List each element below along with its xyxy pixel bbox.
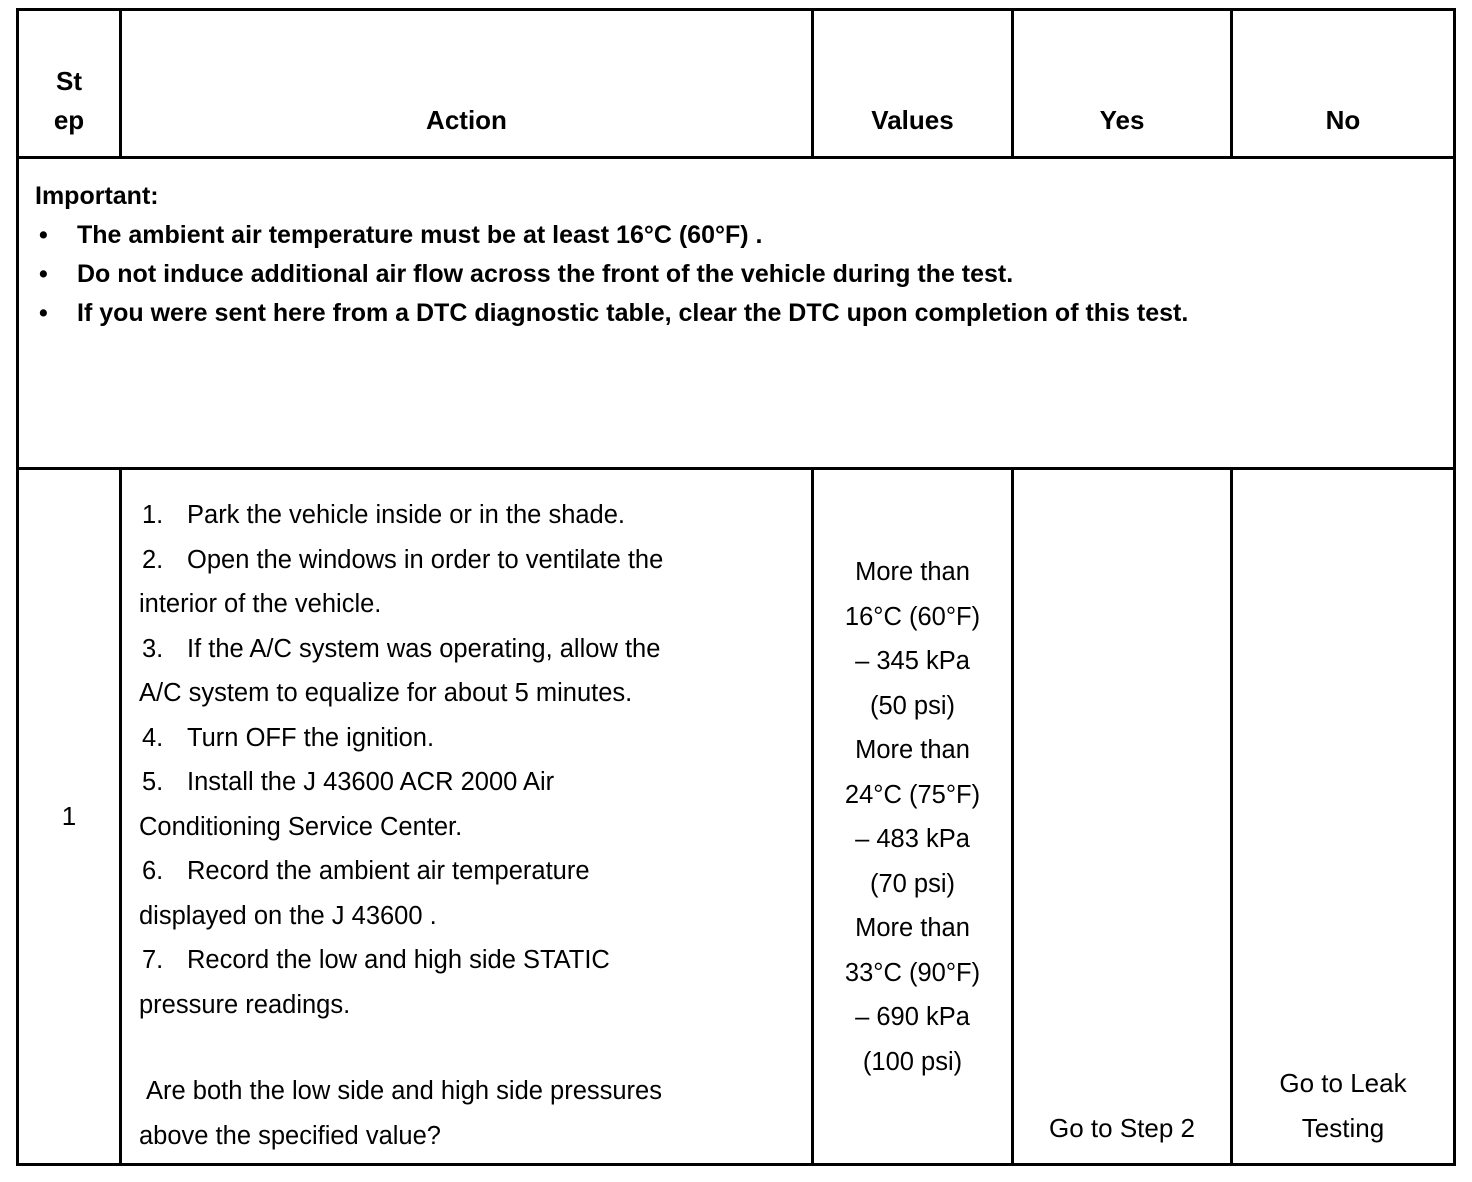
action-item — [139, 760, 795, 849]
question-line2: above the specified value? — [139, 1121, 441, 1150]
action-text: Open the windows in order to ventilate the — [187, 545, 664, 574]
action-number: 6. — [142, 857, 164, 885]
important-note — [18, 158, 1455, 469]
action-text: Park the vehicle inside or in the shade. — [187, 501, 626, 529]
action-item — [139, 538, 795, 627]
action-text-continued: pressure readings. — [139, 990, 351, 1019]
value-line: – 483 kPa — [855, 825, 970, 853]
step-question — [139, 1069, 795, 1158]
action-text: If the A/C system was operating, allow the — [187, 634, 661, 663]
important-list — [35, 216, 1437, 333]
important-bullet-text: Do not induce additional air flow across the front of the vehicle during the test. — [77, 260, 1014, 288]
value-line: – 345 kPa — [855, 647, 970, 675]
diagnostic-table — [16, 8, 1456, 1166]
no-column-header: No — [1232, 10, 1455, 158]
action-text: Record the ambient air temperature — [187, 857, 590, 885]
action-item — [139, 849, 795, 938]
action-number: 3. — [142, 634, 164, 663]
yes-column-header: Yes — [1013, 10, 1232, 158]
value-line: 24°C (75°F) — [844, 780, 981, 809]
value-line: More than — [855, 736, 970, 764]
action-number: 1. — [142, 501, 164, 529]
step-header-line1: St — [56, 66, 82, 96]
question-line1: Are both the low side and high side pressures — [146, 1077, 662, 1105]
action-number: 2. — [142, 545, 164, 574]
values-column-header: Values — [813, 10, 1013, 158]
action-list — [139, 493, 795, 1027]
action-item — [139, 716, 795, 761]
important-bullet — [35, 255, 1437, 294]
important-bullet — [35, 216, 1437, 255]
action-text-continued: Conditioning Service Center. — [139, 812, 463, 841]
action-number: 4. — [142, 723, 164, 752]
value-line: (100 psi) — [862, 1047, 963, 1076]
value-line: (70 psi) — [869, 869, 956, 898]
action-number: 7. — [142, 946, 164, 974]
action-column-header: Action — [121, 10, 813, 158]
bullet-icon: • — [39, 260, 48, 288]
action-text-continued: interior of the vehicle. — [139, 590, 382, 618]
action-number: 5. — [142, 768, 164, 796]
action-item — [139, 627, 795, 716]
action-text: Turn OFF the ignition. — [187, 723, 435, 752]
action-text-continued: A/C system to equalize for about 5 minutes. — [139, 679, 633, 707]
action-text: Record the low and high side STATIC — [187, 946, 610, 974]
step-header-line2: ep — [53, 105, 85, 135]
no-action-line2: Testing — [1301, 1112, 1385, 1143]
important-bullet-text: If you were sent here from a DTC diagnostic table, clear the DTC upon completion of this test. — [77, 299, 1189, 327]
action-text-continued: displayed on the J 43600 . — [139, 901, 437, 930]
important-title: Important: — [35, 182, 159, 210]
header-row — [18, 10, 1455, 158]
bullet-icon: • — [39, 221, 48, 249]
no-cell — [1232, 469, 1455, 1165]
yes-action: Go to Step 2 — [1049, 1112, 1195, 1143]
value-line: 16°C (60°F) — [844, 602, 981, 631]
action-text: Install the J 43600 ACR 2000 Air — [187, 768, 555, 796]
step-row — [18, 469, 1455, 1165]
values-cell — [813, 469, 1013, 1165]
bullet-icon: • — [39, 299, 48, 327]
value-line: (50 psi) — [869, 691, 956, 720]
action-cell — [121, 469, 813, 1165]
step-column-header — [18, 10, 121, 158]
important-row — [18, 158, 1455, 469]
no-action-line1: Go to Leak — [1279, 1068, 1407, 1098]
value-line: 33°C (90°F) — [844, 958, 981, 987]
step-number: 1 — [18, 469, 121, 1165]
action-item — [139, 938, 795, 1027]
yes-cell — [1013, 469, 1232, 1165]
action-item — [139, 493, 795, 538]
important-bullet — [35, 294, 1437, 333]
value-line: More than — [855, 558, 970, 586]
value-line: More than — [855, 914, 970, 942]
important-bullet-text: The ambient air temperature must be at least 16°C (60°F) . — [77, 221, 763, 249]
value-line: – 690 kPa — [855, 1003, 970, 1031]
